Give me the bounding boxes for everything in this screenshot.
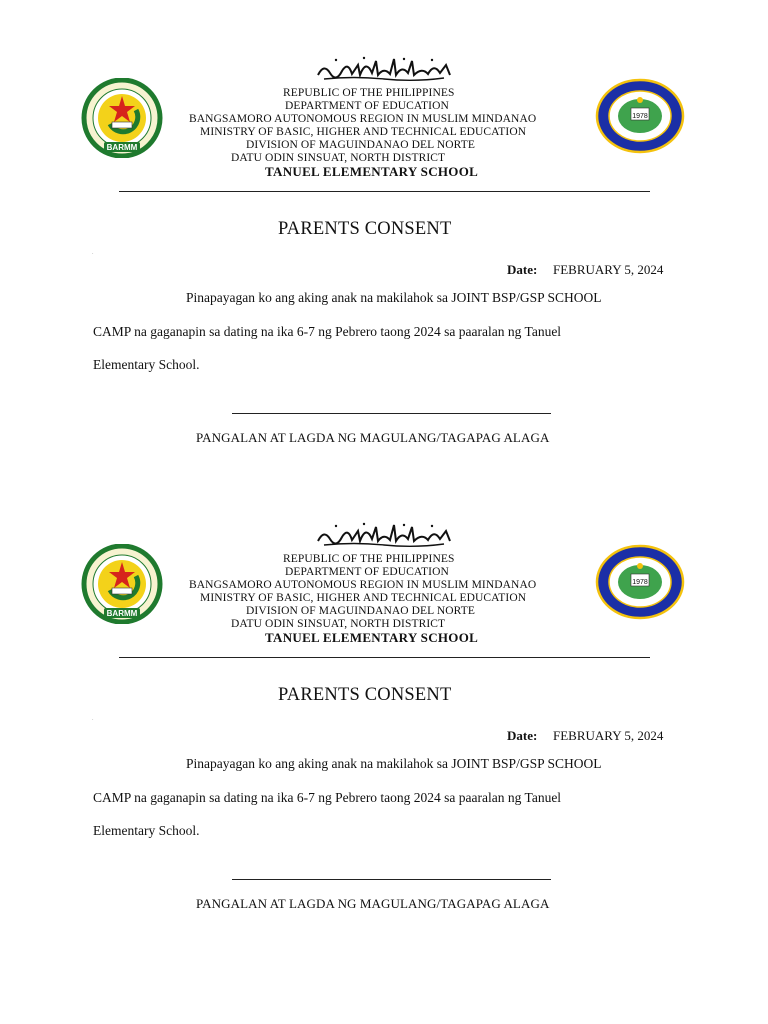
header-division: DIVISION OF MAGUINDANAO DEL NORTE — [246, 139, 475, 151]
header-district: DATU ODIN SINSUAT, NORTH DISTRICT — [231, 152, 446, 164]
signature-line — [232, 879, 551, 880]
date-value: FEBRUARY 5, 2024 — [553, 728, 664, 743]
date-value: FEBRUARY 5, 2024 — [553, 262, 664, 277]
header-department: DEPARTMENT OF EDUCATION — [285, 100, 449, 112]
school-seal-icon — [595, 78, 685, 154]
bismillah-calligraphy-icon — [314, 521, 454, 547]
svg-text:1978: 1978 — [632, 579, 648, 586]
header-divider — [119, 191, 650, 192]
header-region: BANGSAMORO AUTONOMOUS REGION IN MUSLIM MINDANAO — [189, 113, 537, 125]
consent-paragraph-line: CAMP na gaganapin sa dating na ika 6-7 ng Pebrero taong 2024 sa paaralan ng Tanuel — [93, 790, 562, 805]
date-label: Date: — [507, 728, 538, 743]
stray-mark: . — [92, 716, 94, 722]
header-region: BANGSAMORO AUTONOMOUS REGION IN MUSLIM MINDANAO — [189, 579, 537, 591]
consent-paragraph-line: Elementary School. — [93, 357, 200, 372]
bismillah-calligraphy-icon — [314, 55, 454, 81]
school-name: TANUEL ELEMENTARY SCHOOL — [265, 630, 479, 645]
header-ministry: MINISTRY OF BASIC, HIGHER AND TECHNICAL EDUCATION — [200, 592, 527, 604]
svg-text:BARMM: BARMM — [106, 609, 138, 618]
consent-paragraph-line: Pinapayagan ko ang aking anak na makilahok sa JOINT BSP/GSP SCHOOL — [186, 290, 602, 305]
form-title: PARENTS CONSENT — [278, 219, 452, 239]
consent-slip-2 — [0, 466, 768, 932]
header-ministry: MINISTRY OF BASIC, HIGHER AND TECHNICAL EDUCATION — [200, 126, 527, 138]
header-department: DEPARTMENT OF EDUCATION — [285, 566, 449, 578]
signature-label: PANGALAN AT LAGDA NG MAGULANG/TAGAPAG ALAGA — [196, 430, 550, 445]
svg-text:1978: 1978 — [632, 113, 648, 120]
consent-paragraph-line: CAMP na gaganapin sa dating na ika 6-7 ng Pebrero taong 2024 sa paaralan ng Tanuel — [93, 324, 562, 339]
header-divider — [119, 657, 650, 658]
signature-label: PANGALAN AT LAGDA NG MAGULANG/TAGAPAG ALAGA — [196, 896, 550, 911]
ministry-seal-icon — [80, 544, 164, 624]
consent-paragraph-line: Pinapayagan ko ang aking anak na makilahok sa JOINT BSP/GSP SCHOOL — [186, 756, 602, 771]
signature-line — [232, 413, 551, 414]
header-republic: REPUBLIC OF THE PHILIPPINES — [283, 553, 455, 565]
school-name: TANUEL ELEMENTARY SCHOOL — [265, 164, 479, 179]
consent-paragraph-line: Elementary School. — [93, 823, 200, 838]
header-republic: REPUBLIC OF THE PHILIPPINES — [283, 87, 455, 99]
school-seal-icon — [595, 544, 685, 620]
svg-text:BARMM: BARMM — [106, 143, 138, 152]
stray-mark: . — [92, 250, 94, 256]
consent-slip-1 — [0, 0, 768, 466]
header-division: DIVISION OF MAGUINDANAO DEL NORTE — [246, 605, 475, 617]
date-label: Date: — [507, 262, 538, 277]
header-district: DATU ODIN SINSUAT, NORTH DISTRICT — [231, 618, 446, 630]
form-title: PARENTS CONSENT — [278, 685, 452, 705]
ministry-seal-icon — [80, 78, 164, 158]
